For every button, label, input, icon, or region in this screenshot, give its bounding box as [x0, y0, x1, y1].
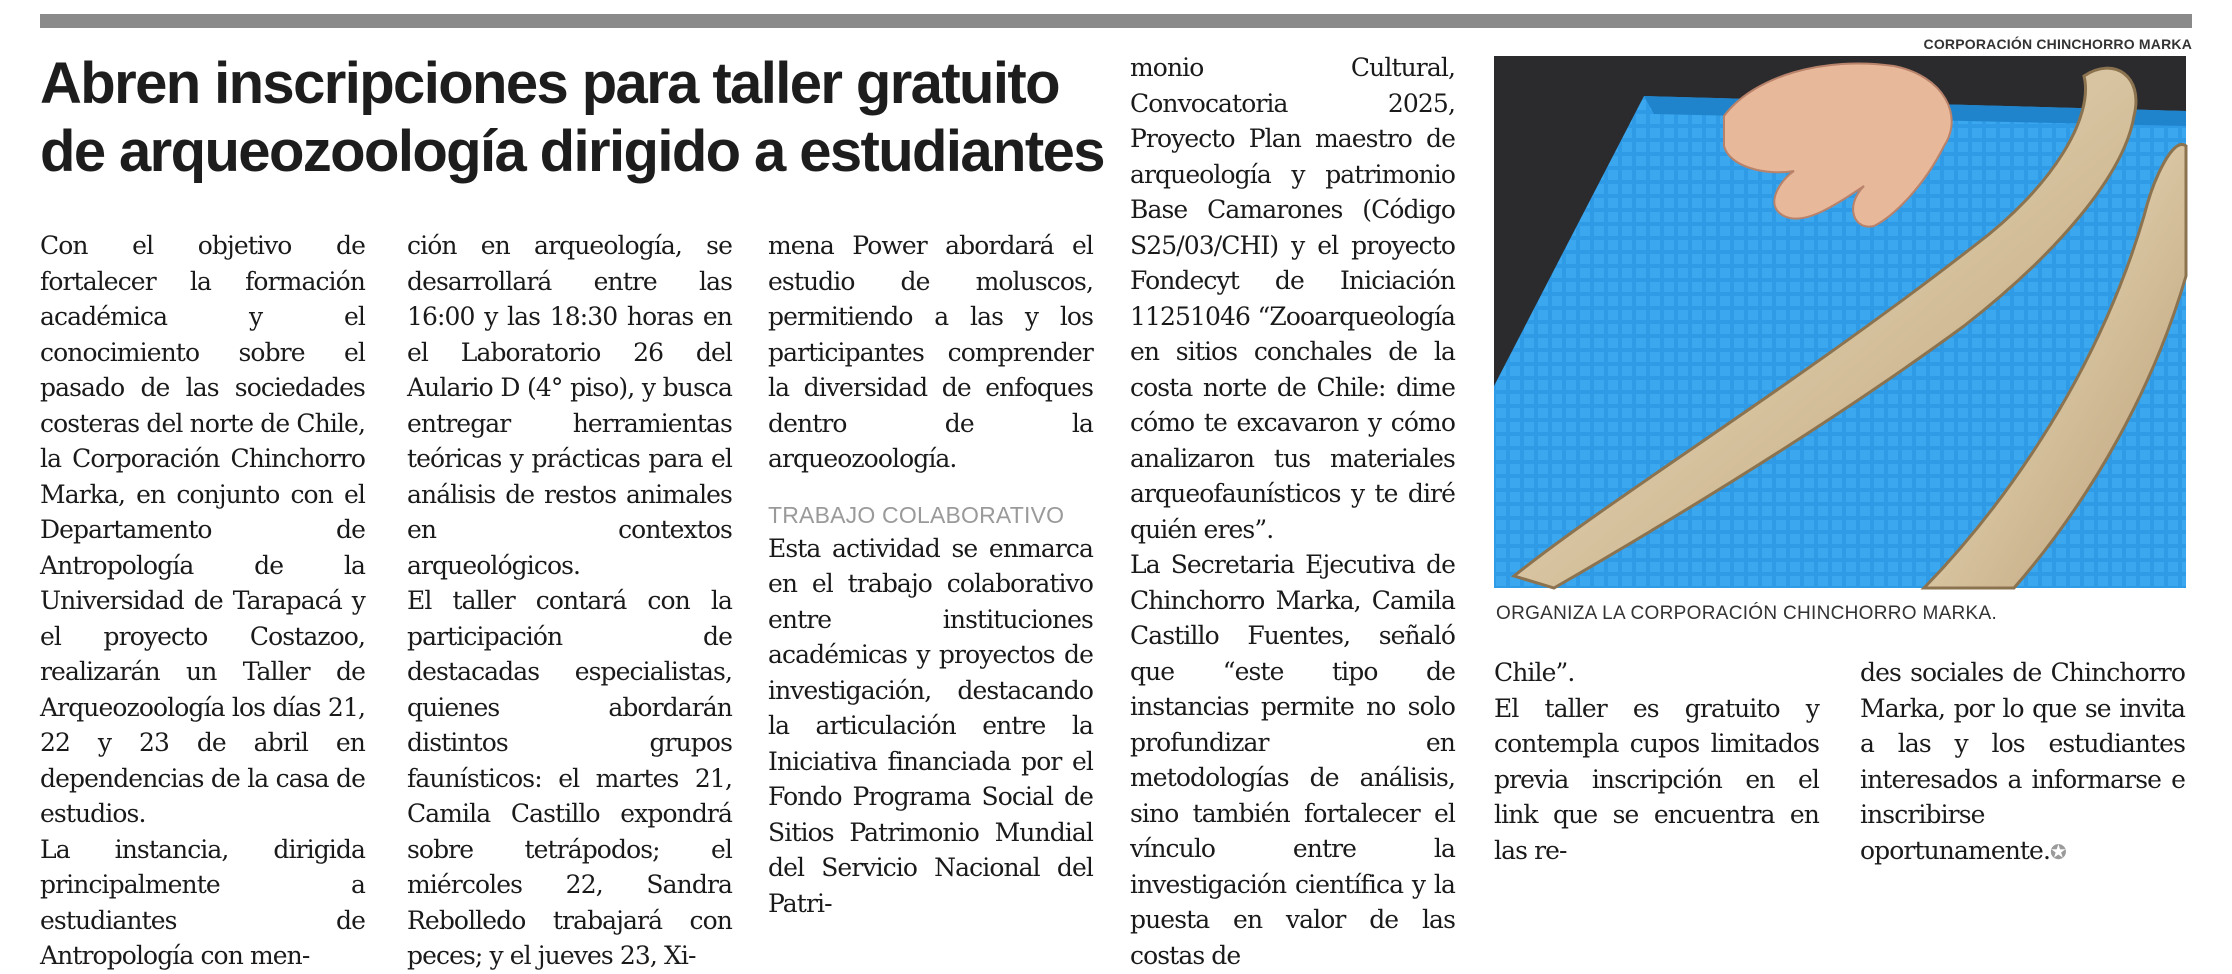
paragraph-text: des sociales de Chinchorro Marka, por lo que se invita a las y los estudiantes interesados a informarse e inscribirse oportunamente.: [1860, 658, 2185, 865]
column-4: [1130, 50, 1455, 970]
paragraph: mena Power abordará el estudio de moluscos, permitiendo a las y los participantes comprender la diversidad de enfoques dentro de la arqueozoología.: [768, 231, 1093, 473]
headline: Abren inscripciones para taller gratuito de arqueozoología dirigido a estudiantes: [40, 51, 1104, 184]
paragraph: Esta actividad se enmarca en el trabajo colaborativo entre instituciones académicas y proyectos de investigación, destacando la articulación entre la Iniciativa financiada por el Fondo Programa Social de Sitios Patrimonio Mundial del Servicio Nacional del Patri-: [768, 533, 1093, 918]
paragraph: ción en arqueología, se desarrollará entre las 16:00 y las 18:30 horas en el Laboratorio 26 del Aulario D (4° piso), y busca entregar herramientas teóricas y prácticas para el análisis de restos animales en contextos arqueológicos.: [407, 231, 732, 580]
paragraph: La Secretaria Ejecutiva de Chinchorro Marka, Camila Castillo Fuentes, señaló que “este tipo de instancias permite no solo profundizar en metodologías de análisis, sino también fortalecer el vínculo entre la investigación científica y la puesta en valor de las costas de: [1130, 550, 1455, 970]
paragraph: Chile”.: [1494, 658, 1575, 687]
paragraph: El taller contará con la participación de destacadas especialistas, quienes abordarán distintos grupos faunísticos: el martes 21, Camila Castillo expondrá sobre tetrápodos; el miércoles 22, Sandra Rebolledo trabajará con peces; y el jueves 23, Xi-: [407, 586, 732, 970]
bones-photo-illustration: [1494, 56, 2186, 588]
paragraph: La instancia, dirigida principalmente a estudiantes de Antropología con men-: [40, 834, 365, 970]
paragraph: Con el objetivo de fortalecer la formación académica y el conocimiento sobre el pasado de las sociedades costeras del norte de Chile, la Corporación Chinchorro Marka, en conjunto con el Departamento de Antropología de la Universidad de Tarapacá y el proyecto Costazoo, realizarán un Taller de Arqueozoología los días 21, 22 y 23 de abril en dependencias de la casa de estudios.: [40, 231, 365, 828]
column-2: [407, 228, 732, 970]
photo-caption: ORGANIZA LA CORPORACIÓN CHINCHORRO MARKA.: [1496, 603, 1998, 624]
top-rule: [40, 14, 2192, 28]
subheading: TRABAJO COLABORATIVO: [768, 501, 1065, 528]
paragraph: monio Cultural, Convocatoria 2025, Proyecto Plan maestro de arqueología y patrimonio Base Camarones (Código S25/03/CHI) y el proyecto Fondecyt de Iniciación 11251046 “Zooarqueología en sitios conchales de la costa norte de Chile: dime cómo te excavaron y cómo analizaron tus materiales arqueofaunísticos y te diré quién eres”.: [1130, 53, 1455, 544]
paragraph: [1860, 655, 2185, 870]
end-mark-icon: ✪: [2050, 839, 2067, 864]
paragraph: El taller es gratuito y contempla cupos limitados previa inscripción en el link que se encuentra en las re-: [1494, 693, 1819, 865]
column-1: [40, 228, 365, 970]
photo-credit: CORPORACIÓN CHINCHORRO MARKA: [1923, 36, 2192, 52]
column-3: [768, 228, 1093, 918]
photo: [1494, 56, 2186, 588]
column-5: [1494, 655, 1819, 865]
column-6: [1860, 655, 2185, 865]
